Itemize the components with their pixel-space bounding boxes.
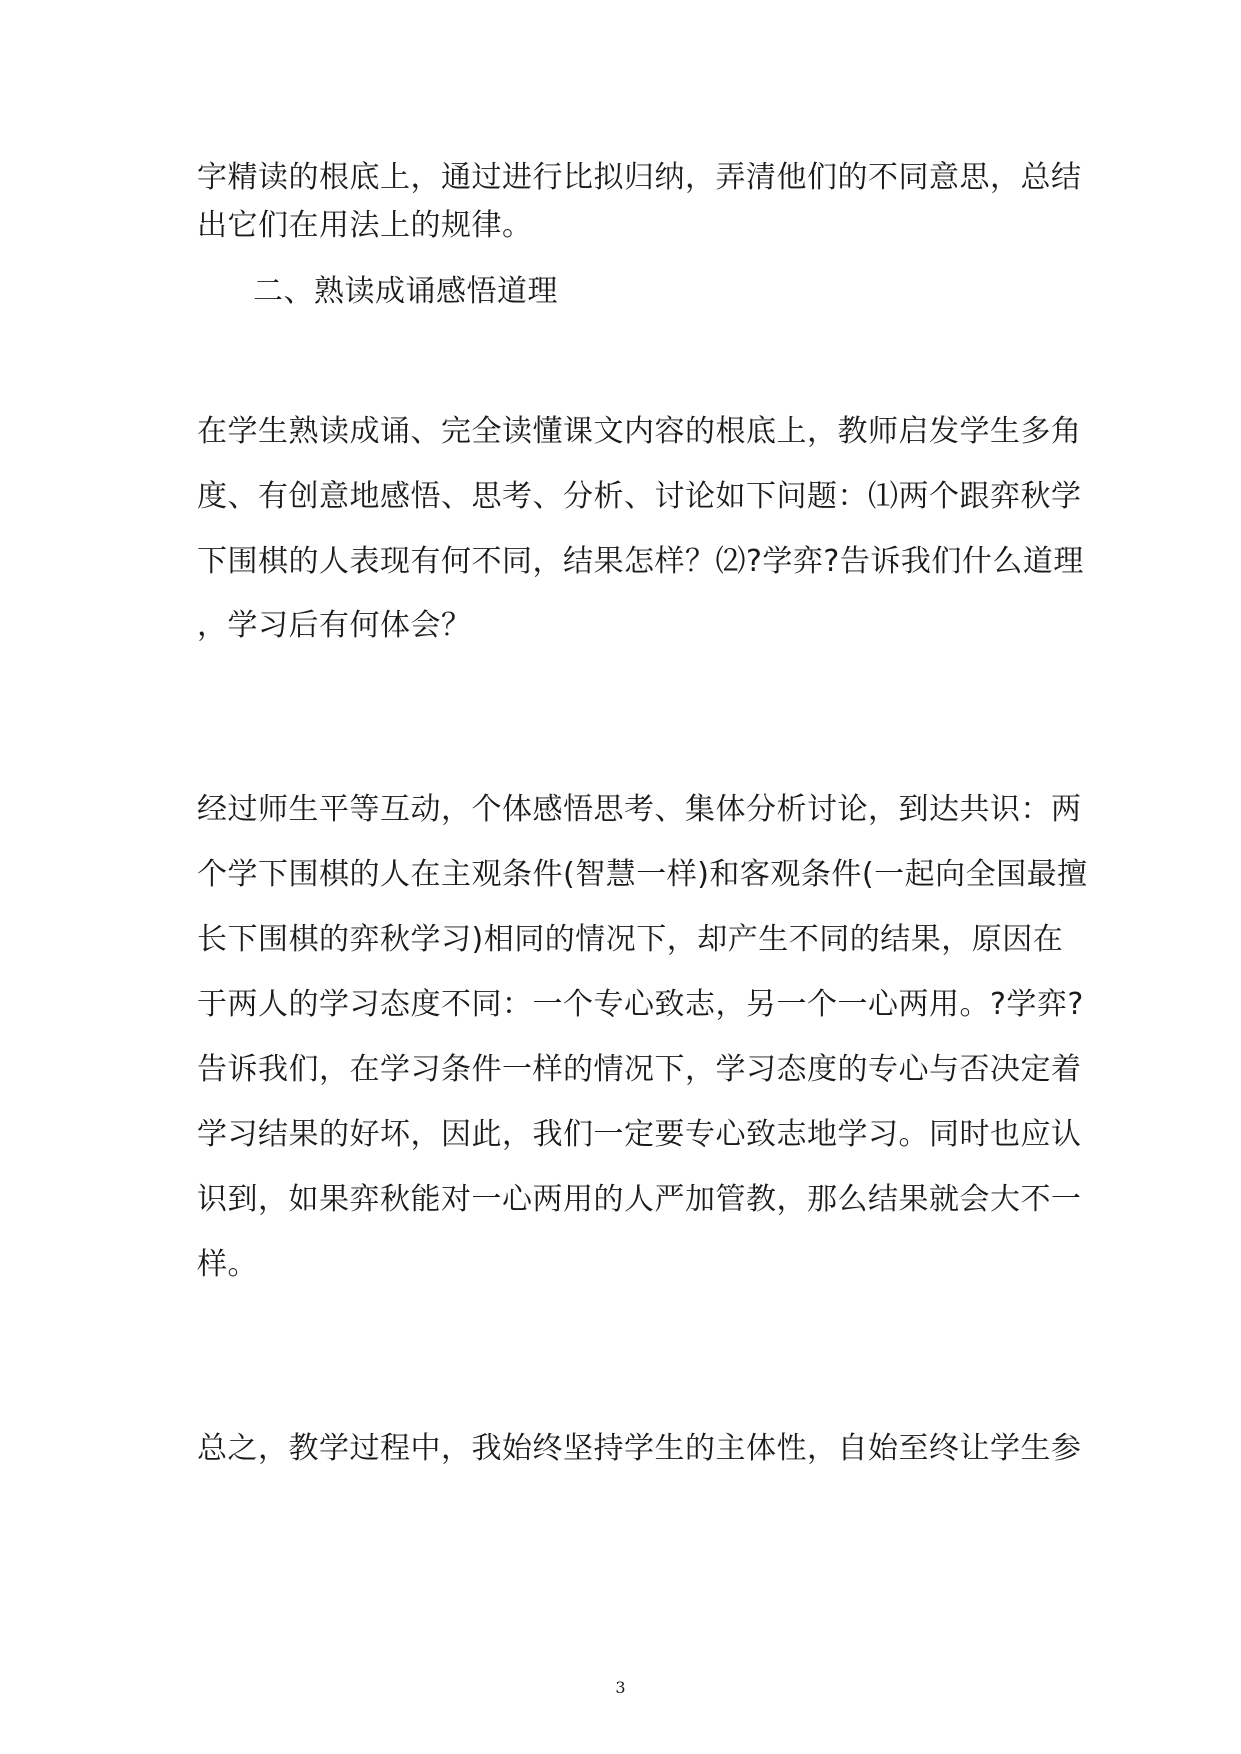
paragraph-2-line-2: 度、有创意地感悟、思考、分析、讨论如下问题：⑴两个跟弈秋学 xyxy=(197,479,1082,514)
page-number: 3 xyxy=(615,1678,626,1697)
paragraph-3-line-3: 长下围棋的弈秋学习)相同的情况下，却产生不同的结果，原因在 xyxy=(197,922,1064,957)
paragraph-3-line-1: 经过师生平等互动，个体感悟思考、集体分析讨论，到达共识：两 xyxy=(197,792,1082,827)
paragraph-3-line-7: 识到，如果弈秋能对一心两用的人严加管教，那么结果就会大不一 xyxy=(197,1182,1082,1217)
paragraph-3-line-8: 样。 xyxy=(197,1247,258,1282)
paragraph-3-line-2: 个学下围棋的人在主观条件(智慧一样)和客观条件(一起向全国最擅 xyxy=(197,857,1088,892)
paragraph-1-line-2: 出它们在用法上的规律。 xyxy=(197,208,533,243)
paragraph-3-line-6: 学习结果的好坏，因此，我们一定要专心致志地学习。同时也应认 xyxy=(197,1117,1082,1152)
paragraph-3-line-4: 于两人的学习态度不同：一个专心致志，另一个一心两用。?学弈? xyxy=(197,987,1084,1022)
section-heading: 二、熟读成诵感悟道理 xyxy=(253,274,558,309)
paragraph-2-line-4: ，学习后有何体会？ xyxy=(197,608,472,643)
paragraph-2-line-3: 下围棋的人表现有何不同，结果怎样？⑵?学弈?告诉我们什么道理 xyxy=(197,544,1084,579)
paragraph-2-line-1: 在学生熟读成诵、完全读懂课文内容的根底上，教师启发学生多角 xyxy=(197,414,1082,449)
paragraph-1-line-1: 字精读的根底上，通过进行比拟归纳，弄清他们的不同意思，总结 xyxy=(197,160,1082,195)
paragraph-4-line-1: 总之，教学过程中，我始终坚持学生的主体性，自始至终让学生参 xyxy=(197,1431,1082,1466)
paragraph-3-line-5: 告诉我们，在学习条件一样的情况下，学习态度的专心与否决定着 xyxy=(197,1052,1082,1087)
